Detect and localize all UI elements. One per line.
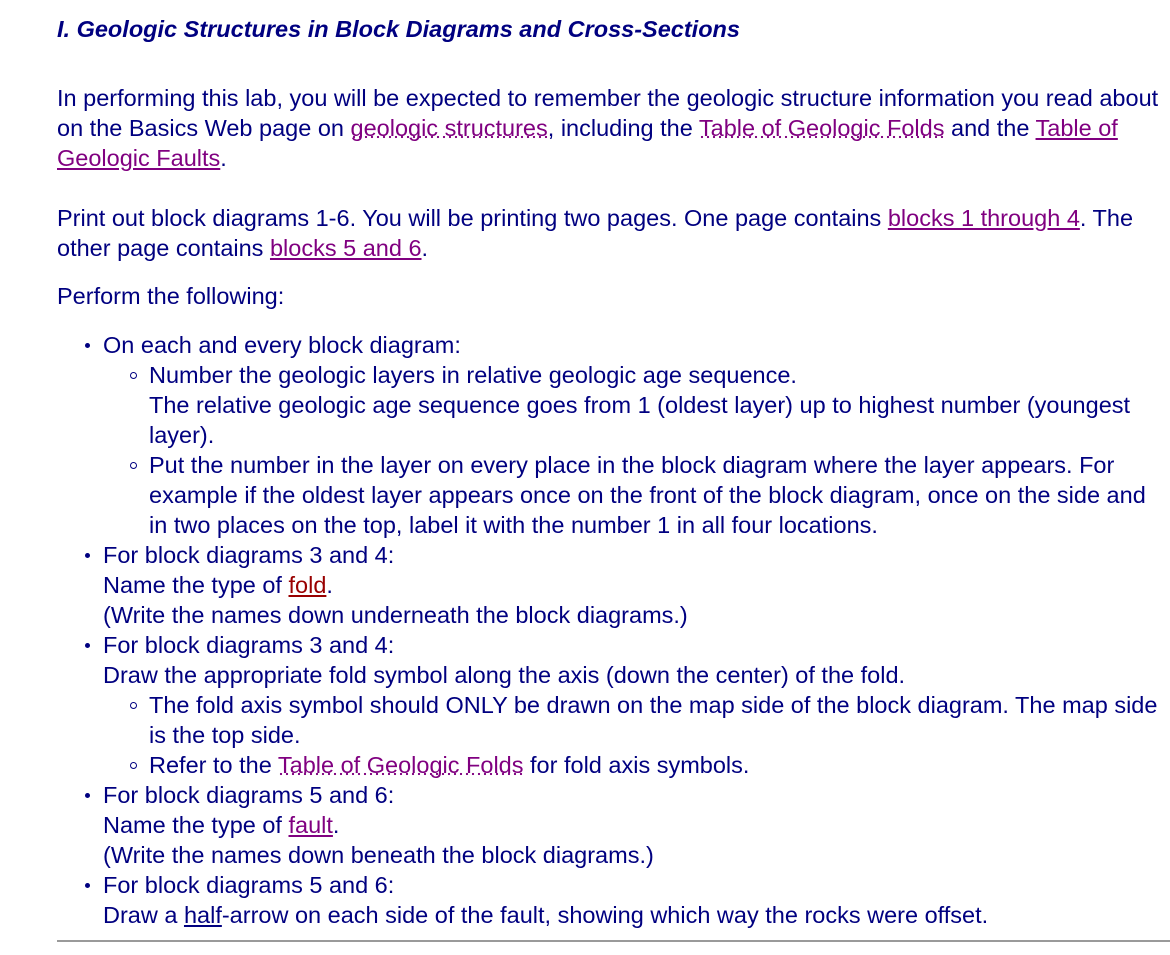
print-text: . The other page contains bbox=[57, 205, 1134, 261]
print-text: Print out block diagrams 1-6. You will be printing two pages. One page contains bbox=[57, 205, 888, 231]
item-text: . bbox=[332, 812, 340, 838]
item-text: Draw the appropriate fold symbol along the axis (down the center) of the fold. bbox=[103, 662, 906, 688]
item-text: -arrow on each side of the fault, showing which way the rocks were offset. bbox=[221, 902, 989, 928]
list-item bbox=[103, 630, 1170, 780]
table-of-folds-link[interactable]: Table of Geologic Folds bbox=[277, 752, 524, 778]
item-text: Name the type of bbox=[103, 572, 289, 598]
sub-list-item bbox=[149, 690, 1170, 750]
list-item bbox=[103, 540, 1170, 630]
list-item bbox=[103, 330, 1170, 540]
sub-list bbox=[103, 360, 1170, 540]
sub-item-text: for fold axis symbols. bbox=[523, 752, 750, 778]
list-item bbox=[103, 780, 1170, 870]
blocks-1-4-link[interactable]: blocks 1 through 4 bbox=[887, 205, 1080, 231]
instruction-list bbox=[57, 330, 1170, 930]
intro-text: . bbox=[220, 145, 227, 171]
intro-text: In performing this lab, you will be expected to remember the geologic structure information you read about on the Basics Web page on bbox=[57, 85, 1159, 141]
sub-item-text: The relative geologic age sequence goes from 1 (oldest layer) up to highest number (youngest layer). bbox=[149, 392, 1131, 448]
lab-content bbox=[57, 14, 1170, 930]
intro-text: and the bbox=[944, 115, 1036, 141]
sub-list-item bbox=[149, 750, 1170, 780]
half-underlined: half bbox=[183, 902, 222, 928]
perform-heading: Perform the following: bbox=[57, 283, 285, 309]
fault-link[interactable]: fault bbox=[288, 812, 333, 838]
item-text: Draw a bbox=[103, 902, 184, 928]
sub-item-text: Put the number in the layer on every place in the block diagram where the layer appears. For example if the oldest layer appears once on the front of the block diagram, once on the side and in two places on the top, label it with the number 1 in all four locations. bbox=[149, 452, 1146, 538]
sub-item-text: Refer to the bbox=[149, 752, 278, 778]
item-text: Name the type of bbox=[103, 812, 289, 838]
item-note: (Write the names down beneath the block diagrams.) bbox=[103, 842, 654, 868]
sub-list-item bbox=[149, 450, 1170, 540]
item-lead: For block diagrams 3 and 4: bbox=[103, 542, 395, 568]
table-of-faults-link[interactable]: Table of Geologic Faults bbox=[57, 115, 1118, 171]
horizontal-rule bbox=[57, 940, 1170, 942]
section-heading: I. Geologic Structures in Block Diagrams and Cross-Sections bbox=[57, 16, 740, 42]
intro-text: , including the bbox=[547, 115, 699, 141]
sub-list bbox=[103, 690, 1170, 780]
blocks-5-6-link[interactable]: blocks 5 and 6 bbox=[269, 235, 422, 261]
geologic-structures-link[interactable]: geologic structures bbox=[350, 115, 548, 141]
item-lead: For block diagrams 3 and 4: bbox=[103, 632, 395, 658]
print-paragraph bbox=[57, 203, 1170, 263]
print-text: . bbox=[421, 235, 429, 261]
item-lead: For block diagrams 5 and 6: bbox=[103, 782, 395, 808]
sub-list-item bbox=[149, 360, 1170, 450]
item-text: . bbox=[326, 572, 333, 598]
intro-paragraph bbox=[57, 83, 1170, 173]
item-lead: On each and every block diagram: bbox=[103, 332, 461, 358]
item-lead: For block diagrams 5 and 6: bbox=[103, 872, 395, 898]
sub-item-text: The fold axis symbol should ONLY be drawn on the map side of the block diagram. The map side is the top side. bbox=[149, 692, 1158, 748]
item-note: (Write the names down underneath the block diagrams.) bbox=[103, 602, 688, 628]
table-of-folds-link[interactable]: Table of Geologic Folds bbox=[698, 115, 945, 141]
sub-item-text: Number the geologic layers in relative geologic age sequence. bbox=[149, 362, 797, 388]
list-item bbox=[103, 870, 1170, 930]
fold-link[interactable]: fold bbox=[288, 572, 327, 598]
